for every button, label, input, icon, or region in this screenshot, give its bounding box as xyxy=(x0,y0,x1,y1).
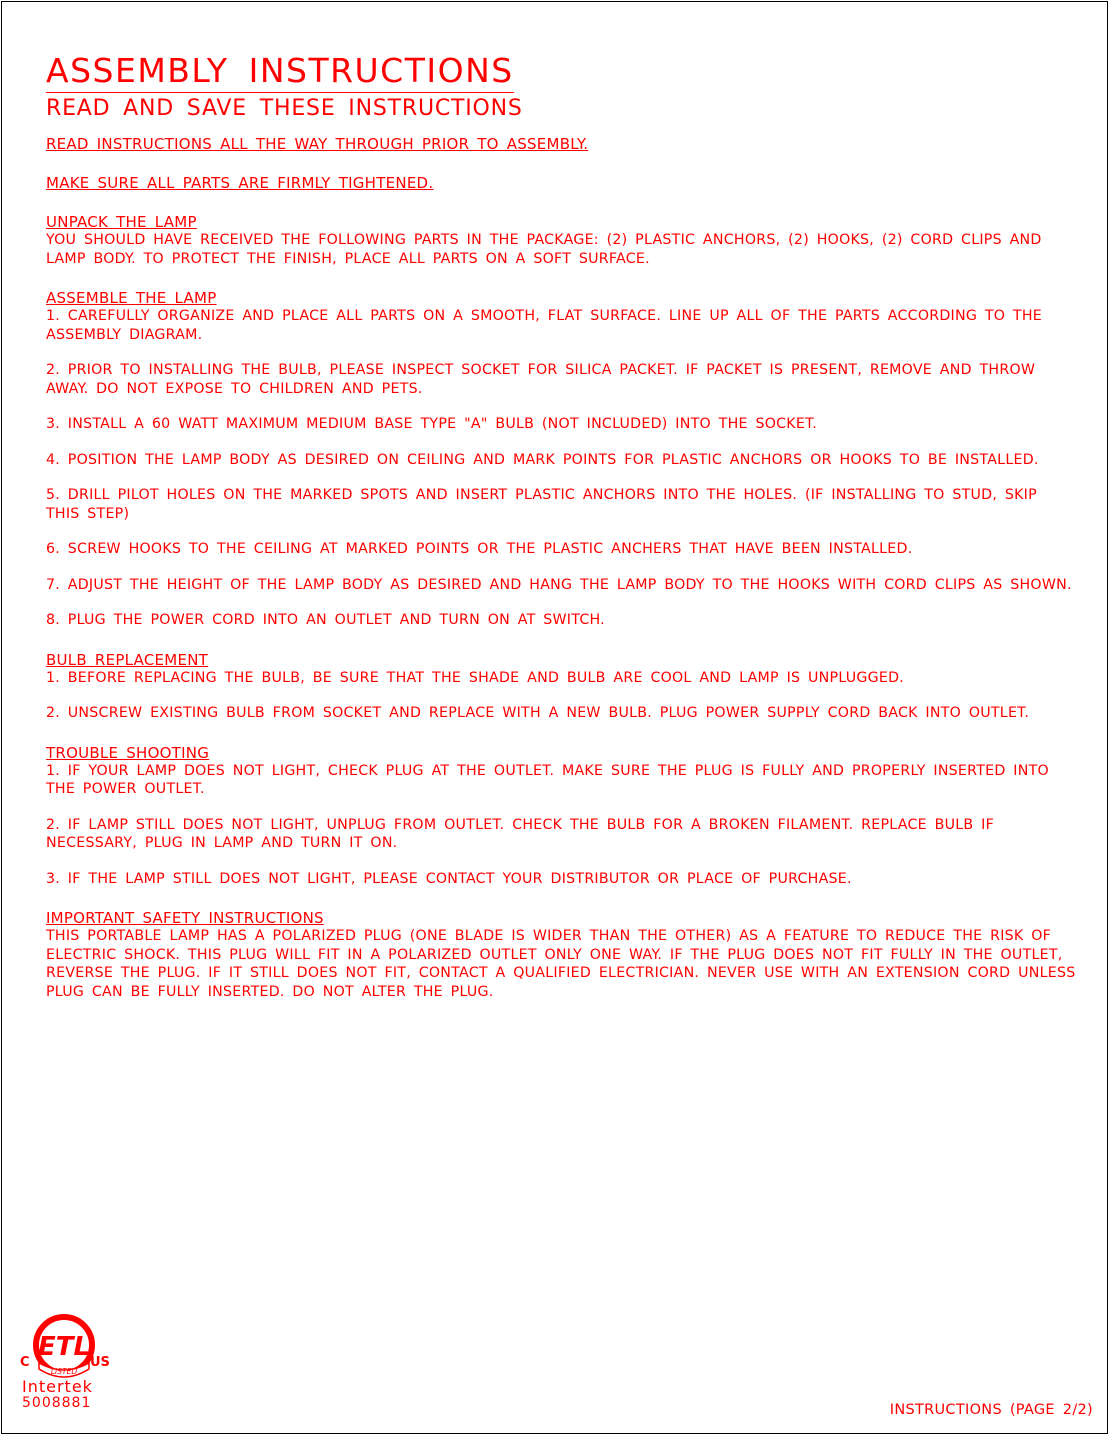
assembly-step-4: 4. POSITION THE LAMP BODY AS DESIRED ON CEILING AND MARK POINTS FOR PLASTIC ANCHORS OR HOOKS TO BE INSTALLED. xyxy=(46,451,1039,468)
safety-paragraph: THIS PORTABLE LAMP HAS A POLARIZED PLUG (ONE BLADE IS WIDER THAN THE OTHER) AS A FEATURE TO REDUCE THE RISK OF ELECTRIC SHOCK. THIS PLUG WILL FIT IN A POLARIZED OUTLET ONLY ONE WAY. IF THE PLUG DOES NOT FIT FULLY IN THE OUTLET, REVERSE THE PLUG. IF IT STILL DOES NOT FIT, CONTACT A QUALIFIED ELECTRICIAN. NEVER USE WITH AN EXTENSION CORD UNLESS PLUG CAN BE FULLY INSERTED. DO NOT ALTER THE PLUG. xyxy=(46,928,1076,1000)
section-paragraph: YOU SHOULD HAVE RECEIVED THE FOLLOWING PARTS IN THE PACKAGE: (2) PLASTIC ANCHORS, (2) HOOKS, (2) CORD CLIPS AND LAMP BODY. TO PROTECT THE FINISH, PLACE ALL PARTS ON A SOFT SURFACE. xyxy=(46,232,1042,267)
bulb-step-1: 1. BEFORE REPLACING THE BULB, BE SURE THAT THE SHADE AND BULB ARE COOL AND LAMP IS UNPLUGGED. xyxy=(46,669,905,686)
etl-c-mark: C xyxy=(20,1355,30,1370)
section-bulb-replacement xyxy=(46,651,1076,723)
section-heading: BULB REPLACEMENT xyxy=(46,650,209,669)
section-heading: UNPACK THE LAMP xyxy=(46,213,197,231)
section-assemble-the-lamp xyxy=(46,289,1076,630)
assembly-step-6: 6. SCREW HOOKS TO THE CEILING AT MARKED POINTS OR THE PLASTIC ANCHERS THAT HAVE BEEN INSTALLED. xyxy=(46,541,913,557)
section-important-safety-instructions xyxy=(46,909,1076,1001)
section-heading: TROUBLE SHOOTING xyxy=(46,743,210,762)
etl-ribbon-text: LISTED xyxy=(50,1367,78,1376)
bulb-step-2: 2. UNSCREW EXISTING BULB FROM SOCKET AND REPLACE WITH A NEW BULB. PLUG POWER SUPPLY CORD BACK INTO OUTLET. xyxy=(46,705,1030,721)
section-heading: IMPORTANT SAFETY INSTRUCTIONS xyxy=(46,909,324,927)
trouble-step-3: 3. IF THE LAMP STILL DOES NOT LIGHT, PLEASE CONTACT YOUR DISTRIBUTOR OR PLACE OF PURCHASE. xyxy=(46,870,852,887)
certifier-block xyxy=(22,1378,93,1412)
certifier-brand: Intertek xyxy=(22,1377,93,1396)
trouble-step-2: 2. IF LAMP STILL DOES NOT LIGHT, UNPLUG FROM OUTLET. CHECK THE BULB FOR A BROKEN FILAMENT. REPLACE BULB IF NECESSARY, PLUG IN LAMP AND TURN IT ON. xyxy=(46,816,994,851)
assembly-step-8: 8. PLUG THE POWER CORD INTO AN OUTLET AND TURN ON AT SWITCH. xyxy=(46,612,605,628)
page-indicator: INSTRUCTIONS (PAGE 2/2) xyxy=(889,1402,1093,1418)
assembly-step-2: 2. PRIOR TO INSTALLING THE BULB, PLEASE INSPECT SOCKET FOR SILICA PACKET. IF PACKET IS PRESENT, REMOVE AND THROW AWAY. DO NOT EXPOSE TO CHILDREN AND PETS. xyxy=(46,362,1036,397)
etl-us-mark: US xyxy=(90,1355,110,1370)
section-trouble-shooting xyxy=(46,744,1076,889)
assembly-step-3: 3. INSTALL A 60 WATT MAXIMUM MEDIUM BASE TYPE "A" BULB (NOT INCLUDED) INTO THE SOCKET. xyxy=(46,416,818,432)
etl-letters: ETL xyxy=(37,1332,91,1362)
document-title: ASSEMBLY INSTRUCTIONS xyxy=(46,52,514,93)
assembly-step-5: 5. DRILL PILOT HOLES ON THE MARKED SPOTS AND INSERT PLASTIC ANCHORS INTO THE HOLES. (IF INSTALLING TO STUD, SKIP THIS STEP) xyxy=(46,487,1037,522)
instructions-document xyxy=(46,52,1076,1001)
section-unpack-the-lamp xyxy=(46,213,1076,268)
section-heading: ASSEMBLE THE LAMP xyxy=(46,289,217,307)
assembly-step-1: 1. CAREFULLY ORGANIZE AND PLACE ALL PARTS ON A SMOOTH, FLAT SURFACE. LINE UP ALL OF THE PARTS ACCORDING TO THE ASSEMBLY DIAGRAM. xyxy=(46,308,1042,343)
assembly-step-7: 7. ADJUST THE HEIGHT OF THE LAMP BODY AS DESIRED AND HANG THE LAMP BODY TO THE HOOKS WITH CORD CLIPS AS SHOWN. xyxy=(46,576,1072,593)
notice-read-first: READ INSTRUCTIONS ALL THE WAY THROUGH PRIOR TO ASSEMBLY. xyxy=(46,135,589,153)
trouble-step-1: 1. IF YOUR LAMP DOES NOT LIGHT, CHECK PLUG AT THE OUTLET. MAKE SURE THE PLUG IS FULLY AND PROPERLY INSERTED INTO THE POWER OUTLET. xyxy=(46,762,1049,797)
certifier-control-number: 5008881 xyxy=(22,1395,92,1411)
document-subtitle: READ AND SAVE THESE INSTRUCTIONS xyxy=(46,96,523,121)
notice-tighten-parts: MAKE SURE ALL PARTS ARE FIRMLY TIGHTENED. xyxy=(46,174,434,192)
